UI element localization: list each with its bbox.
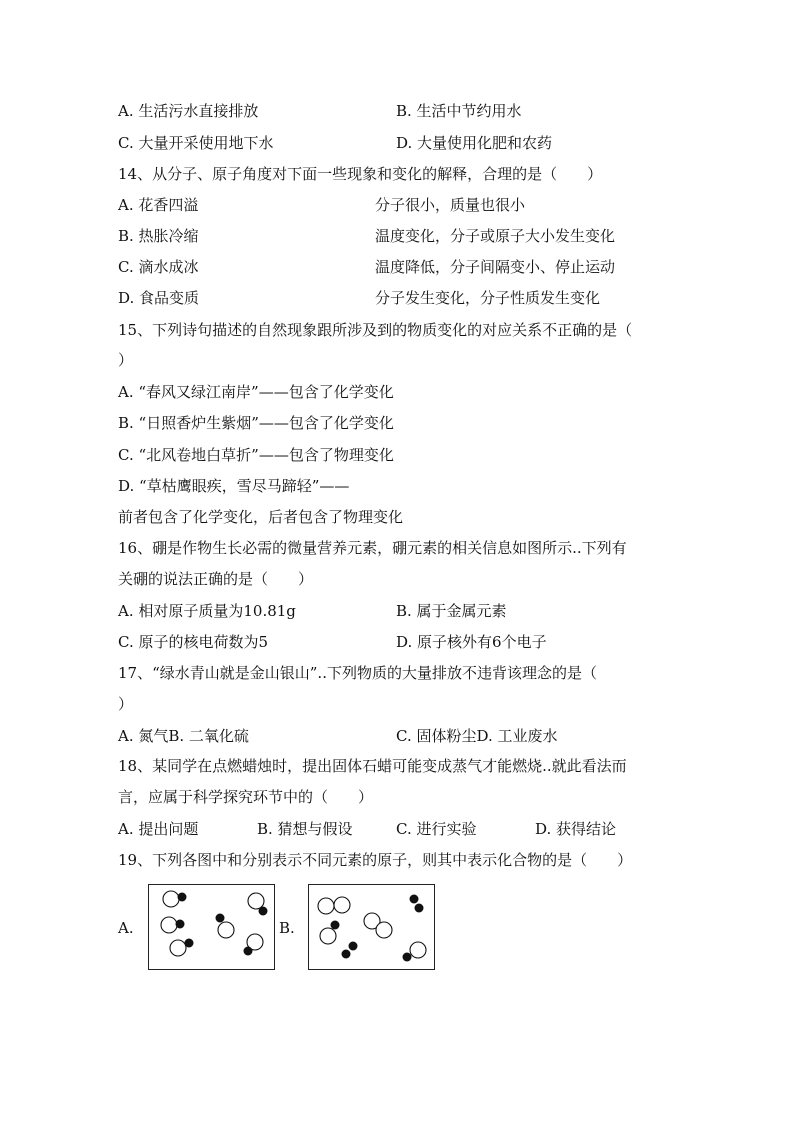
white-atom <box>218 922 234 938</box>
black-atom <box>259 907 268 916</box>
q16-option-d: D. 原子核外有6个电子 <box>396 633 547 651</box>
q14-stem: 14、从分子、原子角度对下面一些现象和变化的解释，合理的是（ ） <box>118 165 603 183</box>
q17-option-cd: C. 固体粉尘D. 工业废水 <box>396 727 558 745</box>
q14-explain-c: 温度降低，分子间隔变小、停止运动 <box>375 258 616 276</box>
q17-stem: 17、“绿水青山就是金山银山”..下列物质的大量排放不违背该理念的是（ <box>118 664 597 682</box>
q13-option-d: D. 大量使用化肥和农药 <box>396 134 553 152</box>
q19-label-b: B. <box>279 919 295 937</box>
q16-stem-cont: 关硼的说法正确的是（ ） <box>118 570 314 588</box>
white-atom <box>410 942 426 958</box>
q15-stem-cont: ） <box>118 351 134 369</box>
q14-explain-d: 分子发生变化，分子性质发生变化 <box>375 289 601 307</box>
q15-option-c: C. “北风卷地白草折”——包含了物理变化 <box>118 446 394 464</box>
q19-label-a: A. <box>118 919 134 937</box>
q13-option-c: C. 大量开采使用地下水 <box>118 134 274 152</box>
q18-option-a: A. 提出问题 <box>118 820 199 838</box>
black-atom <box>244 947 253 956</box>
q18-stem: 18、某同学在点燃蜡烛时，提出固体石蜡可能变成蒸气才能燃烧..就此看法而 <box>118 757 627 775</box>
q14-option-a: A. 花香四溢 <box>118 196 199 214</box>
white-atom <box>163 891 179 907</box>
q14-explain-b: 温度变化，分子或原子大小发生变化 <box>375 227 616 245</box>
q19-diagram-a <box>148 884 275 970</box>
white-atom <box>334 897 350 913</box>
white-atom <box>320 928 336 944</box>
white-atom <box>161 917 177 933</box>
q16-option-c: C. 原子的核电荷数为5 <box>118 633 269 651</box>
molecule-diagram-b <box>309 885 436 971</box>
q18-option-c: C. 进行实验 <box>396 820 477 838</box>
black-atom <box>349 942 358 951</box>
q18-option-d: D. 获得结论 <box>535 820 617 838</box>
black-atom <box>415 904 424 913</box>
white-atom <box>248 893 264 909</box>
black-atom <box>185 939 194 948</box>
black-atom <box>410 895 419 904</box>
q15-option-b: B. “日照香炉生紫烟”——包含了化学变化 <box>118 414 394 432</box>
q13-option-a: A. 生活污水直接排放 <box>118 102 259 120</box>
q14-explain-a: 分子很小，质量也很小 <box>375 196 526 214</box>
black-atom <box>176 920 185 929</box>
q19-stem: 19、下列各图中和分别表示不同元素的原子，则其中表示化合物的是（ ） <box>118 851 633 869</box>
black-atom <box>178 893 187 902</box>
q15-option-d-cont: 前者包含了化学变化，后者包含了物理变化 <box>118 508 404 526</box>
q18-option-b: B. 猜想与假设 <box>257 820 353 838</box>
black-atom <box>342 950 351 959</box>
q19-diagram-b <box>308 884 435 970</box>
q13-option-b: B. 生活中节约用水 <box>396 102 522 120</box>
white-atom <box>170 940 186 956</box>
q14-option-c: C. 滴水成冰 <box>118 258 199 276</box>
q17-stem-cont: ） <box>118 695 134 713</box>
q16-option-b: B. 属于金属元素 <box>396 602 507 620</box>
q15-option-a: A. “春风又绿江南岸”——包含了化学变化 <box>118 383 394 401</box>
molecule-diagram-a <box>149 885 276 971</box>
black-atom <box>216 914 225 923</box>
q16-stem: 16、硼是作物生长必需的微量营养元素，硼元素的相关信息如图所示..下列有 <box>118 539 627 557</box>
q14-option-d: D. 食品变质 <box>118 289 200 307</box>
q15-stem: 15、下列诗句描述的自然现象跟所涉及到的物质变化的对应关系不正确的是（ <box>118 321 633 339</box>
q18-stem-cont: 言，应属于科学探究环节中的（ ） <box>118 788 374 806</box>
q16-option-a: A. 相对原子质量为10.81g <box>118 602 296 620</box>
q17-option-ab: A. 氮气B. 二氧化硫 <box>118 727 249 745</box>
white-atom <box>376 922 392 938</box>
q14-option-b: B. 热胀冷缩 <box>118 227 199 245</box>
white-atom <box>318 898 334 914</box>
q15-option-d: D. “草枯鹰眼疾，雪尽马蹄轻”—— <box>118 477 350 495</box>
black-atom <box>331 921 340 930</box>
black-atom <box>403 953 412 962</box>
